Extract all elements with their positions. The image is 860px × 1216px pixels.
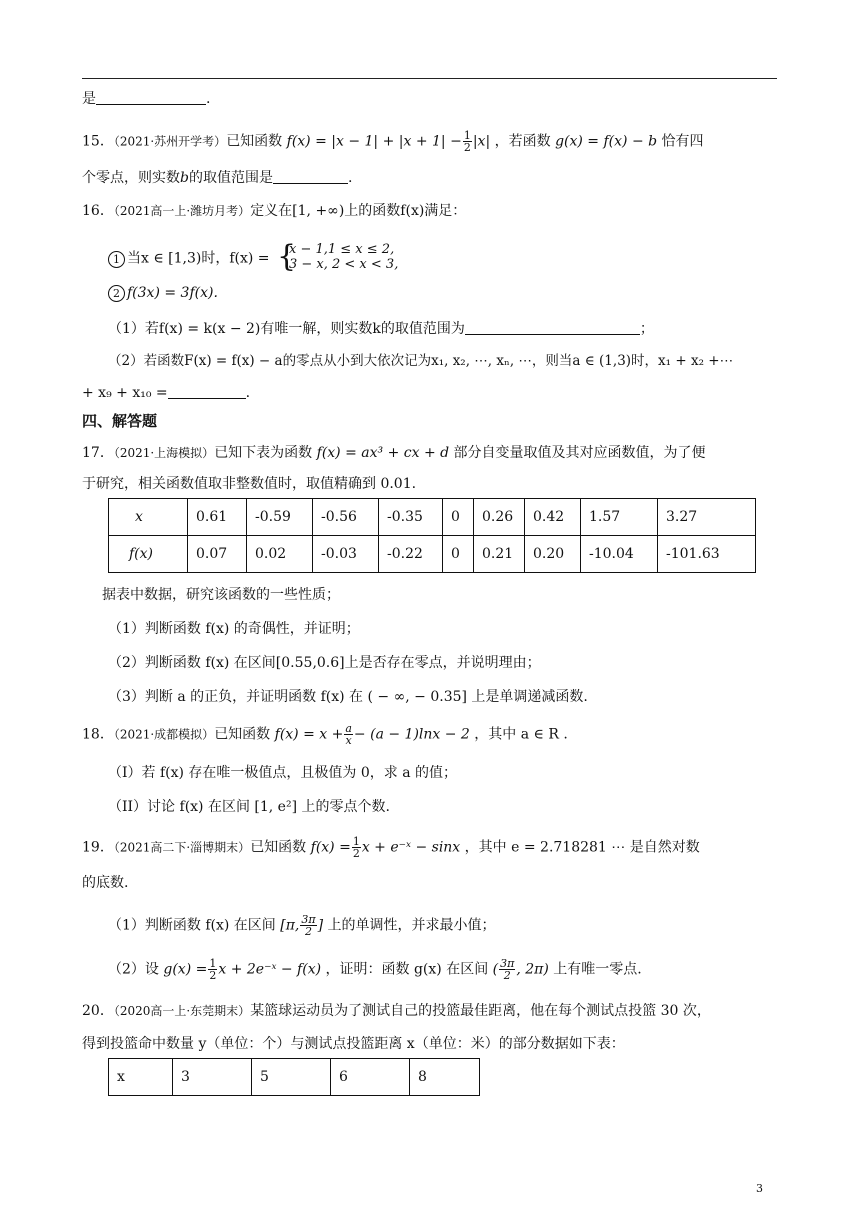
circled-number: 1 <box>108 251 125 268</box>
header-rule <box>82 78 777 79</box>
section-heading: 四、解答题 <box>82 412 158 430</box>
q15-line2: 个零点，则实数b的取值范围是 . <box>82 170 353 186</box>
fraction: $\frac{3\pi}{2}$ <box>500 957 515 982</box>
answer-blank <box>465 319 640 335</box>
table-row: x 3 5 6 8 <box>109 1059 480 1096</box>
piecewise-function: { x − 1,1 ≤ x ≤ 2, 3 − x, 2 < x < 3, <box>276 239 399 274</box>
q16-condition-1: 1 当x ∈ [1,3)时，f(x) = { x − 1,1 ≤ x ≤ 2, 3 − x, 2 < x < 3, <box>108 242 398 275</box>
q17-after-table: 据表中数据，研究该函数的一些性质； <box>102 587 340 603</box>
table-row: x 0.61 -0.59 -0.56 -0.35 0 0.26 0.42 1.57 3.27 <box>109 499 756 536</box>
q20-line2: 得到投篮命中数量 y（单位：个）与测试点投篮距离 x（单位：米）的部分数据如下表： <box>82 1036 625 1052</box>
table-row: f(x) 0.07 0.02 -0.03 -0.22 0 0.21 0.20 -10.04 -101.63 <box>109 536 756 573</box>
answer-blank <box>273 168 348 184</box>
q18-part2: （II）讨论 f(x) 在区间 [1, e²] 上的零点个数. <box>108 799 390 815</box>
q19-line2: 的底数. <box>82 875 129 891</box>
q15-line1: 15．（2021·苏州开学考）已知函数 f(x) = |x − 1| + |x + 1| − $\frac{1}{2}$ |x| ，若函数 g(x) = f(x) − b 恰有四 <box>82 129 704 154</box>
answer-blank <box>168 383 246 399</box>
q17-line2: 于研究，相关函数值取非整数值时，取值精确到 0.01. <box>82 476 417 492</box>
q14-prefix: 是 <box>82 91 96 107</box>
q17-part1: （1）判断函数 f(x) 的奇偶性，并证明； <box>108 621 360 637</box>
q18-line1: 18．（2021·成都模拟）已知函数 f(x) = x + $\frac{a}{x}$ − (a − 1)lnx − 2 ，其中 a ∈ R . <box>82 722 568 747</box>
table-header-fx: f(x) <box>109 536 188 573</box>
q16-condition-2: 2 f(3x) = 3f(x). <box>108 282 218 304</box>
fraction: $\frac{1}{2}$ <box>209 957 217 982</box>
q16-line1: 16．（2021高一上·潍坊月考）定义在[1, +∞)上的函数f(x)满足： <box>82 203 467 219</box>
q20-line1: 20．（2020高一上·东莞期末）某篮球运动员为了测试自己的投篮最佳距离，他在每个测试点投篮 30 次， <box>82 1003 711 1019</box>
circled-number: 2 <box>108 285 125 302</box>
q17-part3: （3）判断 a 的正负，并证明函数 f(x) 在 ( − ∞, − 0.35] 上是单调递减函数. <box>108 689 588 705</box>
q18-part1: （I）若 f(x) 存在唯一极值点，且极值为 0，求 a 的值； <box>108 765 458 781</box>
q19-line1: 19．（2021高二下·淄博期末）已知函数 f(x) = $\frac{1}{2}$ x + e⁻ˣ − sinx ，其中 e = 2.718281 ⋯ 是自然对数 <box>82 835 700 860</box>
page-number: 3 <box>756 1182 763 1195</box>
q16-part2-cont: + x₉ + x₁₀ = . <box>82 385 251 401</box>
q17-table <box>108 498 756 573</box>
q14-tail: 是 . <box>82 91 211 107</box>
answer-blank <box>96 89 206 105</box>
q20-table <box>108 1058 480 1096</box>
table-header-x: x <box>109 499 188 536</box>
q17-part2: （2）判断函数 f(x) 在区间[0.55,0.6]上是否存在零点，并说明理由； <box>108 655 541 671</box>
q16-part1: （1）若f(x) = k(x − 2)有唯一解，则实数k的取值范围为 ； <box>108 321 654 337</box>
q17-line1: 17．（2021·上海模拟）已知下表为函数 f(x) = ax³ + cx + d 部分自变量取值及其对应函数值，为了便 <box>82 445 706 461</box>
fraction: $\frac{3\pi}{2}$ <box>301 913 316 938</box>
q16-part2: （2）若函数F(x) = f(x) − a的零点从小到大依次记为x₁, x₂, ⋯, xₙ, ⋯，则当a ∈ (1,3)时，x₁ + x₂ +⋯ <box>108 353 734 369</box>
fraction: $\frac{1}{2}$ <box>352 835 360 860</box>
fraction: $\frac{1}{2}$ <box>463 129 471 154</box>
q19-part2: （2）设 g(x) = $\frac{1}{2}$ x + 2e⁻ˣ − f(x) ，证明：函数 g(x) 在区间 ( $\frac{3\pi}{2}$ , 2π) 上有唯一零点. <box>108 957 642 982</box>
q19-part1: （1）判断函数 f(x) 在区间 [π, $\frac{3\pi}{2}$ ] 上的单调性，并求最小值； <box>108 913 496 938</box>
fraction: $\frac{a}{x}$ <box>345 722 352 747</box>
